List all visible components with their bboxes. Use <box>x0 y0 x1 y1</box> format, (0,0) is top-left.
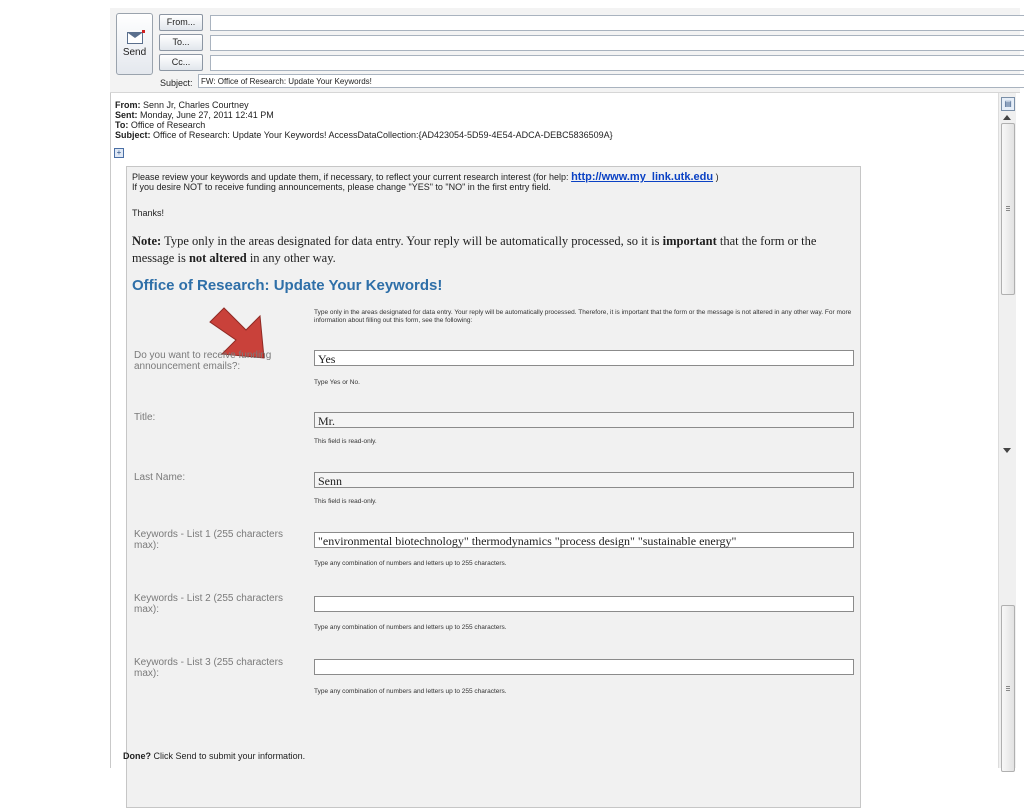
keywords-2-input[interactable] <box>314 596 854 612</box>
message-meta <box>115 100 613 140</box>
subject-meta-label: Subject: <box>115 130 151 140</box>
note-text <box>132 233 852 267</box>
funding-emails-hint: Type Yes or No. <box>314 379 360 386</box>
sent-meta-label: Sent: <box>115 110 138 120</box>
note-text2: that the form or the message is <box>132 234 817 265</box>
send-button[interactable] <box>116 13 153 75</box>
cc-field[interactable] <box>210 55 1024 71</box>
keywords-3-hint: Type any combination of numbers and letters up to 255 characters. <box>314 688 507 695</box>
help-link[interactable]: http://www.my_link.utk.edu <box>571 171 714 183</box>
to-field[interactable] <box>210 35 1024 51</box>
scroll-up-arrow-icon[interactable] <box>1003 115 1011 120</box>
note-text1: Type only in the areas designated for data entry. Your reply will be automatically processed, so it is <box>164 234 660 248</box>
cc-button[interactable]: Cc... <box>159 54 203 71</box>
sent-meta-value: Monday, June 27, 2011 12:41 PM <box>140 110 274 120</box>
last-name-label: Last Name: <box>134 472 186 483</box>
scroll-thumb-lower[interactable] <box>1001 605 1015 772</box>
note-text3: in any other way. <box>249 251 336 265</box>
send-label: Send <box>122 47 147 58</box>
last-name-hint: This field is read-only. <box>314 498 377 505</box>
to-meta-value: Office of Research <box>130 120 206 130</box>
to-button[interactable]: To... <box>159 34 203 51</box>
title-input: Mr. <box>314 412 854 428</box>
keywords-2-label: Keywords - List 2 (255 characters max): <box>134 593 283 615</box>
ruler-icon[interactable]: ▤ <box>1001 97 1015 111</box>
keywords-1-input[interactable]: "environmental biotechnology" thermodynamics "process design" "sustainable energy" <box>314 532 854 548</box>
title-hint: This field is read-only. <box>314 438 377 445</box>
vertical-scrollbar[interactable] <box>998 93 1016 768</box>
scroll-thumb[interactable] <box>1001 123 1015 295</box>
form-instructions: Type only in the areas designated for data entry. Your reply will be automatically processed. Therefore, it is important that the form or the message is not altered in any other way. For more information about filling out this form, see the following: <box>314 309 852 324</box>
thanks-text: Thanks! <box>132 208 165 218</box>
envelope-icon <box>127 32 143 44</box>
form-title: Office of Research: Update Your Keywords! <box>132 277 443 294</box>
done-text <box>123 751 305 761</box>
from-meta-label: From: <box>115 100 141 110</box>
to-meta-label: To: <box>115 120 129 130</box>
done-instruction: Click Send to submit your information. <box>153 751 306 761</box>
note-important: important <box>662 234 717 248</box>
title-label: Title: <box>134 412 156 423</box>
subject-meta-value: Office of Research: Update Your Keywords! AccessDataCollection:{AD423054-5D59-4E54-ADCA-DEBC5836509A} <box>153 130 613 140</box>
message-body[interactable] <box>110 93 1021 768</box>
intro-line1-end: ) <box>715 172 719 182</box>
keywords-1-hint: Type any combination of numbers and letters up to 255 characters. <box>314 560 507 567</box>
keywords-1-label: Keywords - List 1 (255 characters max): <box>134 529 283 551</box>
from-meta-value: Senn Jr, Charles Courtney <box>143 100 249 110</box>
from-field[interactable] <box>210 15 1024 31</box>
note-label: Note: <box>132 234 162 248</box>
subject-label: Subject: <box>160 78 193 88</box>
compose-header <box>110 8 1020 93</box>
intro-line1: Please review your keywords and update them, if necessary, to reflect your current research interest (for help: <box>132 172 569 182</box>
form-container <box>126 166 861 808</box>
intro-text <box>132 172 852 192</box>
keywords-2-hint: Type any combination of numbers and letters up to 255 characters. <box>314 624 507 631</box>
expand-icon[interactable]: + <box>114 148 124 158</box>
done-label: Done? <box>123 751 151 761</box>
keywords-3-input[interactable] <box>314 659 854 675</box>
intro-line2: If you desire NOT to receive funding announcements, please change "YES" to "NO" in the first entry field. <box>132 182 551 192</box>
from-button[interactable]: From... <box>159 14 203 31</box>
funding-emails-input[interactable]: Yes <box>314 350 854 366</box>
funding-emails-label: Do you want to receive funding announcement emails?: <box>134 350 272 372</box>
subject-field[interactable]: FW: Office of Research: Update Your Keywords! <box>198 74 1024 88</box>
last-name-input: Senn <box>314 472 854 488</box>
scroll-down-arrow-icon[interactable] <box>1003 448 1011 453</box>
keywords-3-label: Keywords - List 3 (255 characters max): <box>134 657 283 679</box>
note-not-altered: not altered <box>188 251 247 265</box>
